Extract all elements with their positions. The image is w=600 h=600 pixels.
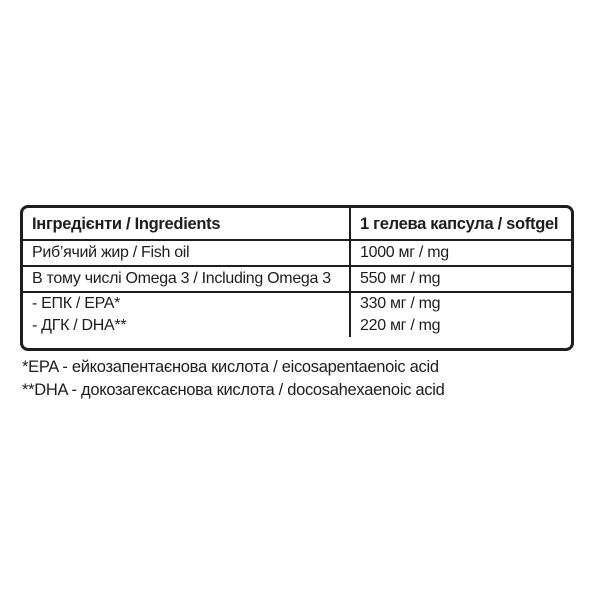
amount-cell: 550 мг / mg bbox=[350, 266, 571, 292]
header-ingredients: Інгредієнти / Ingredients bbox=[23, 208, 350, 240]
footnotes bbox=[22, 356, 582, 402]
header-serving: 1 гелева капсула / softgel bbox=[350, 208, 571, 240]
amount-cell: 1000 мг / mg bbox=[350, 240, 571, 266]
amount-cell: 220 мг / mg bbox=[360, 317, 441, 334]
ingredients-table bbox=[23, 208, 571, 337]
table-header-row bbox=[23, 208, 571, 240]
table-row bbox=[23, 315, 571, 337]
footnote-dha: **DHA - докозагексаєнова кислота / docosahexaenoic acid bbox=[22, 381, 445, 399]
ingredient-cell: В тому числі Omega 3 / Including Omega 3 bbox=[23, 266, 350, 292]
ingredient-cell: - ЕПК / EPA* bbox=[23, 292, 350, 315]
table-row bbox=[23, 292, 571, 315]
ingredient-cell: Риб’ячий жир / Fish oil bbox=[23, 240, 350, 266]
table-row bbox=[23, 266, 571, 292]
table-row bbox=[23, 240, 571, 266]
amount-cell: 330 мг / mg bbox=[360, 295, 441, 312]
ingredient-cell: - ДГК / DHA** bbox=[23, 315, 350, 337]
footnote-epa: *EPA - ейкозапентаєнова кислота / eicosapentaenoic acid bbox=[22, 358, 439, 376]
ingredients-table-frame bbox=[20, 205, 574, 351]
